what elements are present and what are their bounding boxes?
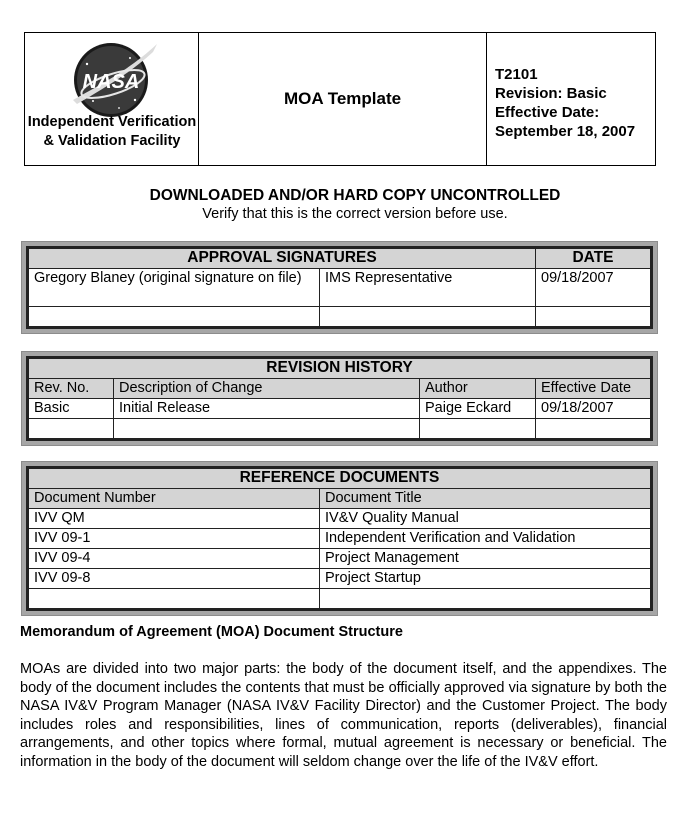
doc-number: T2101 (495, 66, 538, 83)
logo-text: NASA (82, 71, 140, 93)
signer-role: IMS Representative (320, 269, 536, 307)
effective-date-cell: 09/18/2007 (536, 399, 651, 419)
approval-title: APPROVAL SIGNATURES (29, 249, 536, 269)
document-number (29, 589, 320, 609)
table-row (29, 569, 651, 589)
column-header: Rev. No. (29, 379, 114, 399)
rev-number (29, 419, 114, 439)
column-header: Document Title (320, 489, 651, 509)
table-row (29, 419, 651, 439)
change-description: Initial Release (114, 399, 420, 419)
column-header: Author (420, 379, 536, 399)
signature-date: 09/18/2007 (536, 269, 651, 307)
table-row (29, 269, 651, 307)
document-title-cell: Project Startup (320, 569, 651, 589)
document-number: IVV 09-1 (29, 529, 320, 549)
table-row (29, 307, 651, 327)
section-title: Memorandum of Agreement (MOA) Document Structure (20, 624, 403, 640)
change-description (114, 419, 420, 439)
document-number: IVV 09-4 (29, 549, 320, 569)
nasa-logo (67, 38, 159, 122)
revision: Revision: Basic (495, 85, 607, 102)
document-header (24, 32, 656, 166)
logo-cell (25, 33, 199, 165)
reference-documents-title: REFERENCE DOCUMENTS (29, 469, 651, 489)
document-title: MOA Template (199, 33, 487, 165)
effective-date-cell (536, 419, 651, 439)
column-header: Description of Change (114, 379, 420, 399)
facility-name: Independent Verification & Validation Facility (27, 114, 197, 149)
table-row (29, 549, 651, 569)
signature-date (536, 307, 651, 327)
document-number: IVV 09-8 (29, 569, 320, 589)
column-header: Effective Date (536, 379, 651, 399)
document-number: IVV QM (29, 509, 320, 529)
table-row (29, 509, 651, 529)
uncontrolled-notice: DOWNLOADED AND/OR HARD COPY UNCONTROLLED (149, 187, 561, 204)
author: Paige Eckard (420, 399, 536, 419)
effective-label: Effective Date: (495, 104, 600, 121)
revision-history-table (21, 351, 658, 446)
effective-date: September 18, 2007 (495, 123, 636, 140)
signer-role (320, 307, 536, 327)
document-title-cell: IV&V Quality Manual (320, 509, 651, 529)
table-row (29, 529, 651, 549)
column-header: Document Number (29, 489, 320, 509)
verify-notice: Verify that this is the correct version before use. (202, 206, 508, 222)
approval-signatures-table (21, 241, 658, 334)
reference-documents-table (21, 461, 658, 616)
body-paragraph: MOAs are divided into two major parts: the body of the document itself, and the appendixes. The body of the document includes the contents that must be officially approved via signature by both the NASA IV&V Program Manager (NASA IV&V Facility Director) and the Customer Project. The body includes roles and responsibilities, lines of communication, reports (deliverables), financial arrangements, and other topics where formal, mutual agreement is necessary or beneficial. The information in the body of the document will seldom change over the life of the IV&V effort. (20, 661, 667, 770)
revision-history-title: REVISION HISTORY (29, 359, 651, 379)
date-header: DATE (536, 249, 651, 269)
rev-number: Basic (29, 399, 114, 419)
document-title-cell: Independent Verification and Validation (320, 529, 651, 549)
author (420, 419, 536, 439)
document-title-cell (320, 589, 651, 609)
document-title-cell: Project Management (320, 549, 651, 569)
document-info (487, 33, 655, 165)
signer-name: Gregory Blaney (original signature on file) (29, 269, 320, 307)
table-row (29, 589, 651, 609)
table-row (29, 399, 651, 419)
signer-name (29, 307, 320, 327)
